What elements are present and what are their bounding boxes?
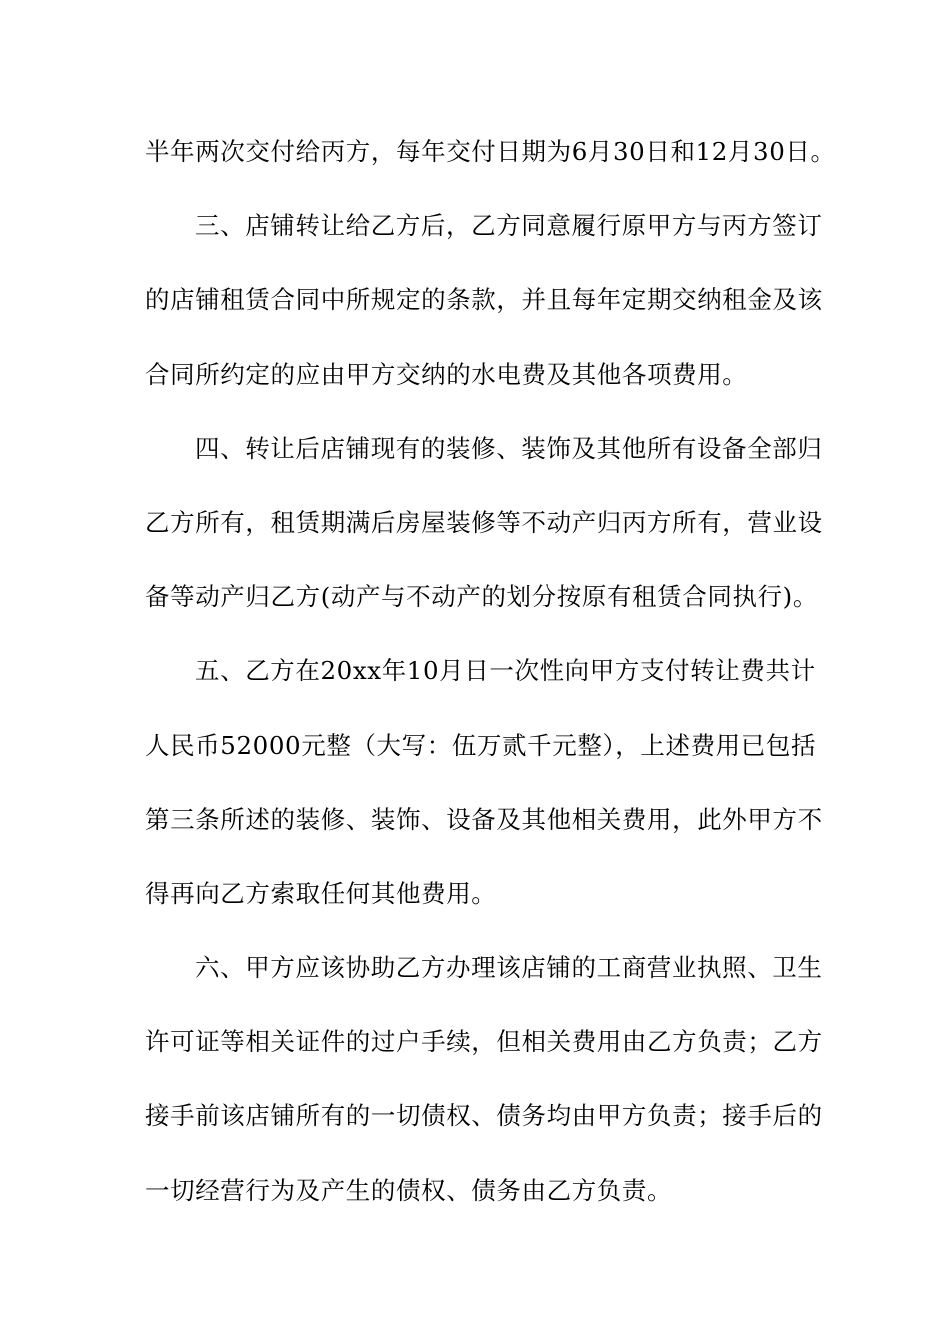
text-line: 许可证等相关证件的过户手续，但相关费用由乙方负责；乙方 xyxy=(145,1027,823,1057)
text-line: 备等动产归乙方(动产与不动产的划分按原有租赁合同执行)。 xyxy=(145,582,818,612)
text-line: 合同所约定的应由甲方交纳的水电费及其他各项费用。 xyxy=(145,359,748,389)
text-line: 一切经营行为及产生的债权、债务由乙方负责。 xyxy=(145,1175,673,1205)
clause-4-line: 四、转让后店铺现有的装修、装饰及其他所有设备全部归 xyxy=(195,433,823,463)
clause-6-line: 六、甲方应该协助乙方办理该店铺的工商营业执照、卫生 xyxy=(195,953,823,983)
clause-3-line: 三、店铺转让给乙方后，乙方同意履行原甲方与丙方签订 xyxy=(195,211,823,241)
text-line: 半年两次交付给丙方，每年交付日期为6月30日和12月30日。 xyxy=(145,137,836,166)
clause-5-line: 五、乙方在20xx年10月日一次性向甲方支付转让费共计 xyxy=(195,656,816,686)
text-line: 得再向乙方索取任何其他费用。 xyxy=(145,878,497,908)
contract-body xyxy=(145,122,836,1235)
text-line: 人民币52000元整（大写：伍万贰千元整），上述费用已包括 xyxy=(145,730,817,760)
text-line: 接手前该店铺所有的一切债权、债务均由甲方负责；接手后的 xyxy=(145,1101,823,1131)
text-line: 第三条所述的装修、装饰、设备及其他相关费用，此外甲方不 xyxy=(145,804,823,834)
text-line: 乙方所有，租赁期满后房屋装修等不动产归丙方所有，营业设 xyxy=(145,507,823,537)
text-line: 的店铺租赁合同中所规定的条款，并且每年定期交纳租金及该 xyxy=(145,285,823,315)
